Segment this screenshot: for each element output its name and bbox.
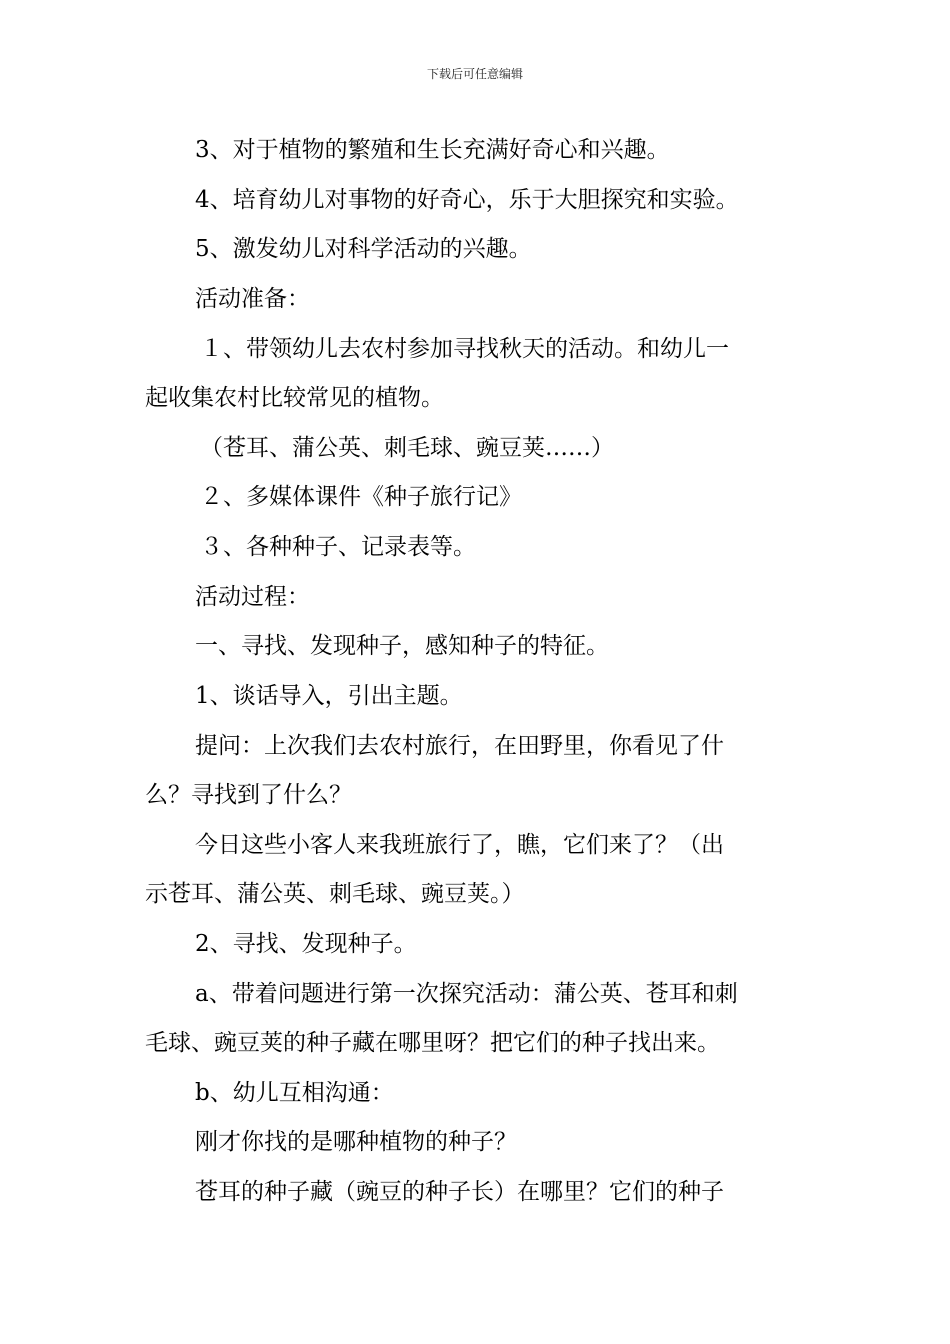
paragraph-line: 刚才你找的是哪种植物的种子？ bbox=[195, 1129, 517, 1155]
paragraph-line: 5、激发幼儿对科学活动的兴趣。 bbox=[195, 236, 532, 262]
paragraph-line: 起收集农村比较常见的植物。 bbox=[145, 385, 444, 411]
paragraph-line: a、带着问题进行第一次探究活动：蒲公英、苍耳和刺 bbox=[195, 981, 738, 1007]
paragraph-line: 今日这些小客人来我班旅行了，瞧，它们来了？（出 bbox=[195, 832, 724, 858]
paragraph-line: 1、谈话导入，引出主题。 bbox=[195, 683, 463, 709]
paragraph-line: 提问：上次我们去农村旅行，在田野里，你看见了什 bbox=[195, 733, 724, 759]
page-header: 下载后可任意编辑 bbox=[426, 67, 523, 81]
paragraph-line: 3、对于植物的繁殖和生长充满好奇心和兴趣。 bbox=[195, 137, 670, 163]
paragraph-line: 毛球、豌豆荚的种子藏在哪里呀？把它们的种子找出来。 bbox=[145, 1030, 720, 1056]
paragraph-line: 2、寻找、发现种子。 bbox=[195, 931, 417, 957]
paragraph-line: b、幼儿互相沟通： bbox=[195, 1080, 394, 1106]
paragraph-line: 么？寻找到了什么？ bbox=[145, 782, 352, 808]
paragraph-line: ３、各种种子、记录表等。 bbox=[200, 534, 476, 560]
paragraph-line: 示苍耳、蒲公英、刺毛球、豌豆荚。） bbox=[145, 881, 525, 907]
paragraph-line: （苍耳、蒲公英、刺毛球、豌豆荚……） bbox=[200, 435, 614, 461]
section-heading: 活动准备： bbox=[195, 286, 310, 312]
paragraph-line: 一、寻找、发现种子，感知种子的特征。 bbox=[195, 633, 609, 659]
section-heading: 活动过程： bbox=[195, 584, 310, 610]
paragraph-line: 苍耳的种子藏（豌豆的种子长）在哪里？它们的种子 bbox=[195, 1179, 724, 1205]
paragraph-line: １、带领幼儿去农村参加寻找秋天的活动。和幼儿一 bbox=[200, 336, 729, 362]
paragraph-line: ２、多媒体课件《种子旅行记》 bbox=[200, 484, 522, 510]
paragraph-line: 4、培育幼儿对事物的好奇心，乐于大胆探究和实验。 bbox=[195, 187, 739, 213]
